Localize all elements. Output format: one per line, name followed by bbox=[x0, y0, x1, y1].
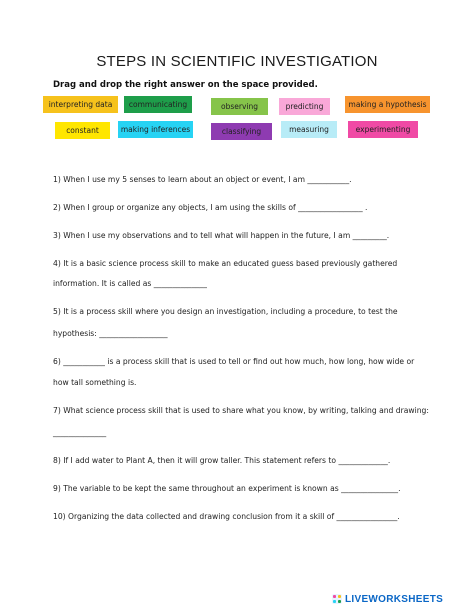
question-7-answer-blank[interactable]: ______________ bbox=[53, 428, 107, 437]
logo-icon bbox=[332, 594, 342, 604]
answer-chip-communicating[interactable]: communicating bbox=[124, 96, 192, 113]
answer-chip-experimenting[interactable]: experimenting bbox=[348, 121, 418, 138]
instruction-text: Drag and drop the right answer on the space provided. bbox=[53, 80, 318, 90]
answer-chip-making-inferences[interactable]: making inferences bbox=[118, 121, 193, 138]
liveworksheets-logo bbox=[332, 593, 443, 605]
answer-chip-observing[interactable]: observing bbox=[211, 98, 268, 115]
question-4-line-1: 4) It is a basic science process skill to make an educated guess based previously gathered bbox=[53, 259, 398, 268]
answer-chip-measuring[interactable]: measuring bbox=[281, 121, 337, 138]
question-3: 3) When I use my observations and to tell what will happen in the future, I am _________. bbox=[53, 231, 390, 240]
question-4-line-2: information. It is called as ______________ bbox=[53, 279, 207, 288]
answer-chip-predicting[interactable]: predicting bbox=[279, 98, 330, 115]
answer-chip-making-a-hypothesis[interactable]: making a hypothesis bbox=[345, 96, 430, 113]
question-9: 9) The variable to be kept the same throughout an experiment is known as _______________. bbox=[53, 484, 401, 493]
answer-chip-classifying[interactable]: classifying bbox=[211, 123, 272, 140]
question-2: 2) When I group or organize any objects, I am using the skills of _________________ . bbox=[53, 203, 368, 212]
logo-text: LIVEWORKSHEETS bbox=[345, 593, 444, 605]
question-5-line-1: 5) It is a process skill where you design an investigation, including a procedure, to test the bbox=[53, 307, 398, 316]
question-8: 8) If I add water to Plant A, then it will grow taller. This statement refers to _____________. bbox=[53, 456, 391, 465]
question-1: 1) When I use my 5 senses to learn about an object or event, I am ___________. bbox=[53, 175, 352, 184]
question-6-line-1: 6) ___________ is a process skill that is used to tell or find out how much, how long, how wide or bbox=[53, 357, 415, 366]
worksheet-title: STEPS IN SCIENTIFIC INVESTIGATION bbox=[96, 53, 378, 70]
question-10: 10) Organizing the data collected and drawing conclusion from it a skill of ________________. bbox=[53, 512, 400, 521]
answer-chip-interpreting-data[interactable]: interpreting data bbox=[43, 96, 118, 113]
question-7-line-1: 7) What science process skill that is used to share what you know, by writing, talking and drawing: bbox=[53, 406, 429, 415]
question-6-line-2: how tall something is. bbox=[53, 378, 137, 387]
question-5-line-2: hypothesis: __________________ bbox=[53, 329, 168, 338]
answer-chip-constant[interactable]: constant bbox=[55, 122, 110, 139]
